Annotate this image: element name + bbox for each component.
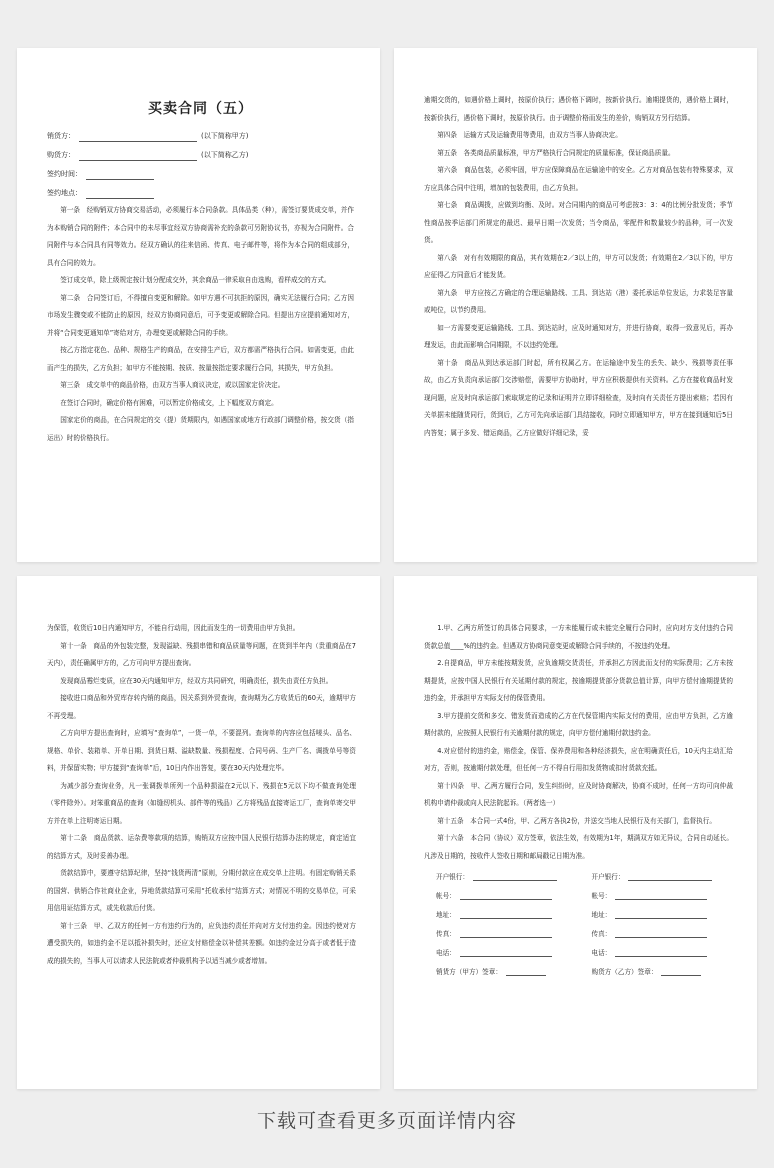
clause-paragraph: 3.甲方提前交货和多交、错发货而造成的乙方在代保管期内实际支付的费用，应由甲方负担，乙方逾期付款的，应按照人民银行有关逾期付款的规定，向甲方偿付逾期付款违约金。 [424,711,733,737]
sign-date-label: 签约时间： [47,170,82,178]
seller-bank-field: 开户银行： [436,871,578,881]
clause-paragraph: 如一方需要变更运输路线、工具、到达站时，应及时通知对方，并进行协商，取得一致意见后，再办理发运，由此而影响合同期限，不以违约处理。 [424,323,733,349]
buyer-fax-field: 传真： [592,928,734,938]
signature-blank [473,872,557,881]
signature-blank [661,967,701,976]
clause-paragraph: 第四条 运输方式及运输费用等费用，由双方当事人协商决定。 [437,131,622,139]
clause-paragraph: 签订成交单，除上级规定按计划分配成交外，其余商品一律采取自由选购，看样成交的方式。 [60,276,331,284]
signature-blank [506,967,546,976]
clause-paragraph: 在签订合同时，确定价格有困难，可以暂定价格成交，上下幅度双方商定。 [60,398,278,407]
document-page-1 [17,48,380,562]
seller-fax-field: 传真： [436,928,578,938]
clause-paragraph: 发现商品霉烂变质，应在30天内通知甲方，经双方共同研究，明确责任，损失由责任方负担。 [60,676,333,685]
seller-blank [79,132,197,142]
clause-paragraph: 逾期交货的，如遇价格上调时，按原价执行；遇价格下调时，按新价执行。逾期提货的，遇价格上调时，按新价执行，遇价格下调时，按原价执行。由于调整价格而发生的差价，购销双方另行结算。 [424,96,733,122]
clause-paragraph: 第十三条 甲、乙双方的任何一方有违约行为的，应负违约责任并向对方支付违约金。因违约使对方遭受损失的，如违约金不足以抵补损失时，还应支付赔偿金以补偿其差额。如违约金过分高于或者低于造成的损失的，当事人可以请求人民法院或者仲裁机构予以适当减少或者增加。 [47,921,356,965]
buyer-suffix: (以下简称乙方) [201,151,249,159]
seller-seal-field: 销货方（甲方）签章： [436,966,578,976]
download-more-link[interactable]: 下载可查看更多页面详情内容 [256,1110,517,1132]
clause-paragraph: 4.对应偿付的违约金，赔偿金，保管、保养费用和各种经济损失，应在明确责任后，10天内主动汇给对方，否则，按逾期付款处理，但任何一方不得自行用扣发货物或扣付货款充抵。 [424,746,733,772]
document-page-2 [394,48,757,562]
clause-paragraph: 接收进口商品和外贸库存转内销的商品，因关系到外贸查询，查询期为乙方收货后的60天，逾期甲方不再受理。 [47,694,356,720]
clause-paragraph: 第九条 甲方应按乙方确定的合理运输路线、工具、到达站（港）委托承运单位发运，力求装足容量或吨位，以节约费用。 [424,288,733,314]
buyer-field [47,149,354,161]
clause-paragraph: 货款结算中，要遵守结算纪律，坚持“钱货两清”原则，分期付款应在成交单上注明。有固定购销关系的国营、供销合作社商业企业，异地货款结算可采用“托收承付”结算方式；对情况不明的交易单位，可采用信用证结算方式，或先收款后付货。 [47,869,356,912]
signature-blank [460,929,552,938]
seller-address-field: 地址： [436,909,578,919]
clause-paragraph: 第十条 商品从到达承运部门时起，所有权属乙方。在运输途中发生的丢失、缺少、残损等责任事故，由乙方负责向承运部门交涉赔偿，需要甲方协助时，甲方应积极提供有关资料。乙方在接收商品时发现问题，应及时向承运部门索取规定的记录和证明并立即详细检查，及时向有关责任方提出索赔；若因有关单据未能随货同行，货到后，乙方可先向承运部门具结接收，同时立即通知甲方，甲方在接到通知后5日内答复；属于多发、错运商品，乙方应做好详细记录，妥 [424,358,733,437]
buyer-address-field: 地址： [592,909,734,919]
seller-phone-field: 电话： [436,947,578,957]
signature-blank [460,891,552,900]
clause-paragraph: 第十六条 本合同（协议）双方签章，依法生效，有效期为1年，期满双方如无异议，合同自动延长。凡涉及日期的，按收件人签收日期和邮局戳记日期为准。 [424,834,733,860]
clause-paragraph: 第五条 各类商品质量标准，甲方严格执行合同规定的质量标准，保证商品质量。 [437,148,675,157]
clause-paragraph: 第十一条 商品的外包装完整，发现溢缺、残损串错和商品质量等问题，在货到半年内（贵重商品在7天内），责任确属甲方的，乙方可向甲方提出查询。 [47,641,356,667]
signature-blank [615,929,707,938]
signature-blank [615,948,707,957]
signature-blank [628,872,712,881]
signature-blank [615,910,707,919]
seller-account-field: 帐号： [436,890,578,900]
buyer-bank-field: 开户银行： [592,871,734,881]
buyer-seal-field: 购货方（乙方）签章： [592,966,734,976]
contract-title: 买卖合同（五） [148,101,253,117]
clause-paragraph: 2.自提商品，甲方未能按期发货，应负逾期交货责任，并承担乙方因此而支付的实际费用；乙方未按期提货，应按中国人民银行有关延期付款的规定，按逾期提货部分货款总值计算，向甲方偿付逾期提货的违约金，并承担甲方实际支付的保管费用。 [424,659,733,702]
clause-paragraph: 乙方向甲方提出查询时，应填写“查询单”，一货一单，不要混列。查询单的内容应包括唛头、品名、规格、单价、装箱单、开单日期、到货日期、溢缺数量、残损程度、合同号码、生产厂名、调拨单号等资料，并保留实物；甲方接到“查询单”后，10日内作出答复，要在30天内处理完毕。 [47,729,356,772]
clause-paragraph: 第六条 商品包装，必须牢固，甲方应保障商品在运输途中的安全。乙方对商品包装有特殊要求，双方应具体合同中注明，增加的包装费用，由乙方负担。 [424,166,733,192]
buyer-phone-field: 电话： [592,947,734,957]
sign-place-blank [86,189,154,199]
clause-paragraph: 第三条 成交单中的商品价格，由双方当事人商议决定，或以国家定价决定。 [60,381,285,389]
signature-blank [460,910,552,919]
seller-suffix: (以下简称甲方) [201,132,249,140]
signature-blank [460,948,552,957]
clause-paragraph: 第十五条 本合同一式4份，甲、乙两方各执2份，并送交当地人民银行及有关部门，监督执行。 [437,816,716,825]
clause-paragraph: 第十四条 甲、乙两方履行合同，发生纠纷时，应及时协商解决，协商不成时，任何一方均可向仲裁机构申请仲裁或向人民法院起诉。（两者选一） [424,781,733,807]
clause-paragraph: 第十二条 商品货款、运杂费等款项的结算，购销双方应按中国人民银行结算办法的规定，商定适宜的结算方式，及时妥善办理。 [47,834,356,860]
clause-paragraph: 按乙方指定花色、品种、规格生产的商品，在安排生产后，双方都需严格执行合同。如需变更，由此而产生的损失，乙方负担；如甲方不能按期、按质、按量按指定要求履行合同，其损失，甲方负担。 [47,346,354,372]
signature-blank [615,891,707,900]
clause-paragraph: 第七条 商品调拨，应做到均衡、及时。对合同期内的商品可考虑按3：3：4的比例分批发货；季节性商品按季运部门所规定的最迟、最早日期一次发货；当令商品，零配件和数量较少的品种，可一次发货。 [424,201,733,244]
buyer-blank [79,151,197,161]
clause-paragraph: 1.甲、乙两方所签订的具体合同要求，一方未能履行或未能完全履行合同时，应向对方支付违约合同货款总值____%的违约金。但遇双方协商同意变更或解除合同手续的，不按违约处理。 [424,624,733,650]
clause-paragraph: 第八条 对有有效期限的商品，其有效期在2／3以上的，甲方可以发货；有效期在2／3以下的，甲方应征得乙方同意后才能发货。 [424,253,733,279]
signature-block [424,871,733,976]
seller-field [47,130,354,142]
buyer-label: 购货方： [47,151,75,159]
document-page-3 [17,576,380,1089]
seller-label: 销货方： [47,132,75,140]
sign-date-field [47,168,354,180]
document-page-4 [394,576,757,1089]
sign-place-label: 签约地点： [47,189,82,197]
clause-paragraph: 为保管，收货后10日内通知甲方，不能自行动用，因此而发生的一切费用由甲方负担。 [47,624,300,632]
clause-paragraph: 第一条 经购销双方协商交易活动，必须履行本合同条款。具体品类（种），需签订要货成交单，并作为本购销合同的附件；本合同中的未尽事宜经双方协商需补充的条款可另附协议书，亦视为合同附件。合同附件与本合同具有同等效力。经双方确认的往来信函、传真、电子邮件等，将作为本合同的组成部分，具有合同的效力。 [47,206,354,267]
sign-date-blank [86,170,154,180]
clause-paragraph: 国家定价的商品，在合同规定的交（提）货期限内，如遇国家或地方行政部门调整价格，按交货（指运出）时的价格执行。 [47,416,354,442]
clause-paragraph: 为减少部分查询业务，凡一张调拨单所列一个品种损溢在2元以下、残损在5元以下均不做查询处理（零件除外）。对笨重商品的查询（如缝纫机头、部件等的残品）乙方将残品直接寄运工厂，查询单寄交甲方并在单上注明寄运日期。 [47,781,356,825]
clause-paragraph: 第二条 合同签订后，不得擅自变更和解除。如甲方遇不可抗拒的原因，确实无法履行合同；乙方因市场发生骤变或不能防止的原因，经双方协商同意后，可予变更或解除合同。但提出方应提前通知对方，并将“合同变更通知单”寄给对方，办理变更或解除合同的手续。 [47,293,354,337]
buyer-account-field: 帐号： [592,890,734,900]
sign-place-field [47,187,354,199]
